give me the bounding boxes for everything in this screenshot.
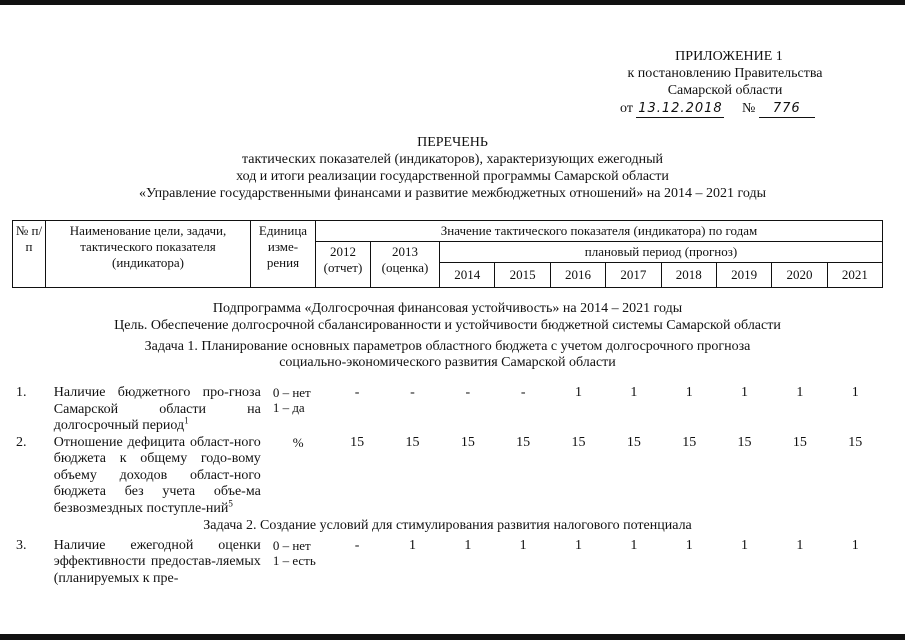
value-cell: 15 bbox=[571, 434, 586, 450]
appendix-line-1: к постановлению Правительства bbox=[627, 66, 823, 81]
value-cell: 1 bbox=[741, 385, 749, 400]
year-header: 2014 bbox=[440, 263, 495, 288]
handwritten-date: 13.12.2018 bbox=[638, 101, 723, 116]
bottom-border bbox=[0, 634, 905, 640]
indicator-table-body bbox=[12, 300, 883, 587]
value-cell: 15 bbox=[405, 434, 420, 450]
appendix-line-2: Самарской области bbox=[667, 83, 783, 98]
unit-cell bbox=[267, 435, 330, 518]
year-header: 2015 bbox=[495, 263, 550, 288]
row-number: 1. bbox=[16, 385, 27, 400]
col-2012-header bbox=[316, 242, 371, 288]
indicator-name-text: Наличие ежегодной оценки эффективности предостав-ляемых (планируемых к пре- bbox=[53, 537, 261, 586]
row-number: 2. bbox=[16, 434, 27, 450]
table-row bbox=[12, 435, 883, 518]
value-cell: 15 bbox=[792, 434, 807, 450]
year-2012: 2012 bbox=[330, 244, 356, 259]
document-title: ПЕРЕЧЕНЬ bbox=[417, 135, 488, 150]
col-num-header: № п/п bbox=[13, 221, 46, 288]
value-cell: 15 bbox=[350, 434, 365, 450]
value-cell: 1 bbox=[519, 537, 527, 553]
indicator-name-text: Отношение дефицита област-ного бюджета к общему годо-вому объему доходов област-ного бюджета без учета объе-ма безвозмездных поступле-ний bbox=[53, 434, 261, 516]
unit-line-2: 1 – да bbox=[272, 400, 305, 415]
indicator-name bbox=[54, 385, 267, 435]
year-header: 2017 bbox=[606, 263, 661, 288]
value-cell: 1 bbox=[408, 537, 416, 553]
year-2013: 2013 bbox=[392, 244, 418, 259]
unit-line-2: 1 – есть bbox=[272, 552, 316, 568]
task-1-text: Задача 1. Планирование основных параметров областного бюджета с учетом долгосрочного прогноза социально-экономического развития Самарской области bbox=[144, 339, 751, 370]
unit-cell bbox=[267, 538, 330, 588]
value-cell: 1 bbox=[796, 537, 804, 553]
value-cell: 15 bbox=[516, 434, 531, 450]
indicator-name bbox=[54, 435, 267, 518]
subprogram-title: Подпрограмма «Долгосрочная финансовая устойчивость» на 2014 – 2021 годы bbox=[212, 301, 683, 316]
value-cell: - bbox=[410, 385, 415, 400]
unit-line-1: 0 – нет bbox=[272, 537, 311, 553]
year-header: 2018 bbox=[661, 263, 716, 288]
goal-title: Цель. Обеспечение долгосрочной сбалансированности и устойчивости бюджетной системы Самарской области bbox=[114, 317, 781, 333]
value-cell: - bbox=[354, 385, 360, 400]
year-header: 2020 bbox=[772, 263, 827, 288]
year-header: 2019 bbox=[716, 263, 771, 288]
handwritten-number: 776 bbox=[759, 100, 815, 118]
row-number: 3. bbox=[16, 537, 27, 553]
col-name-header: Наименование цели, задачи, тактического показателя (индикатора) bbox=[46, 221, 251, 288]
year-2012-note: (отчет) bbox=[323, 260, 363, 275]
plan-period-header: плановый период (прогноз) bbox=[440, 242, 883, 263]
value-cell: - bbox=[465, 385, 471, 400]
heading-line-1: тактических показателей (индикаторов), характеризующих ежегодный bbox=[241, 152, 664, 167]
footnote-mark: 5 bbox=[228, 497, 233, 508]
unit-cell bbox=[267, 385, 330, 435]
task-2-title: Задача 2. Создание условий для стимулирования развития налогового потенциала bbox=[203, 518, 692, 533]
value-cell: 1 bbox=[575, 385, 583, 400]
col-unit-header: Единица изме-рения bbox=[251, 221, 316, 288]
value-cell: 15 bbox=[682, 434, 697, 450]
value-cell: 15 bbox=[626, 434, 641, 450]
top-border bbox=[0, 0, 905, 5]
indicator-name bbox=[54, 538, 267, 588]
number-prefix: № bbox=[741, 101, 756, 116]
unit-line-1: 0 – нет bbox=[272, 385, 311, 400]
value-cell: 1 bbox=[851, 385, 859, 400]
heading-line-3: «Управление государственными финансами и развитие межбюджетных отношений» на 2014 – 2021 годы bbox=[138, 186, 767, 201]
date-prefix: от bbox=[620, 101, 633, 116]
footnote-mark: 1 bbox=[184, 415, 189, 426]
value-cell: 1 bbox=[685, 385, 693, 400]
value-cell: 15 bbox=[848, 434, 863, 450]
table-row bbox=[12, 385, 883, 435]
year-2013-note: (оценка) bbox=[381, 260, 429, 275]
value-cell: 15 bbox=[737, 434, 752, 450]
value-cell: 1 bbox=[796, 385, 804, 400]
year-header: 2016 bbox=[550, 263, 605, 288]
col-2013-header bbox=[371, 242, 440, 288]
value-cell: 15 bbox=[460, 434, 475, 450]
value-cell: 1 bbox=[741, 537, 749, 553]
value-cell: - bbox=[354, 537, 360, 553]
appendix-block bbox=[610, 48, 840, 118]
table-row bbox=[12, 538, 883, 588]
indicator-name-text: Наличие бюджетного про-гноза Самарской области на долгосрочный период bbox=[53, 385, 261, 433]
value-cell: 1 bbox=[630, 537, 638, 553]
year-header: 2021 bbox=[827, 263, 882, 288]
appendix-title: ПРИЛОЖЕНИЕ 1 bbox=[675, 49, 783, 64]
value-cell: 1 bbox=[630, 385, 638, 400]
indicator-table-header bbox=[12, 220, 883, 288]
appendix-date-line bbox=[610, 100, 840, 118]
value-cell: 1 bbox=[575, 537, 583, 553]
col-values-group-header: Значение тактического показателя (индикатора) по годам bbox=[316, 221, 883, 242]
heading-line-2: ход и итоги реализации государственной программы Самарской области bbox=[236, 169, 669, 184]
task-1-title bbox=[12, 339, 883, 385]
value-cell: 1 bbox=[851, 537, 859, 553]
value-cell: 1 bbox=[685, 537, 693, 553]
value-cell: - bbox=[520, 385, 526, 400]
value-cell: 1 bbox=[464, 537, 472, 553]
unit-line-1: % bbox=[292, 434, 304, 450]
